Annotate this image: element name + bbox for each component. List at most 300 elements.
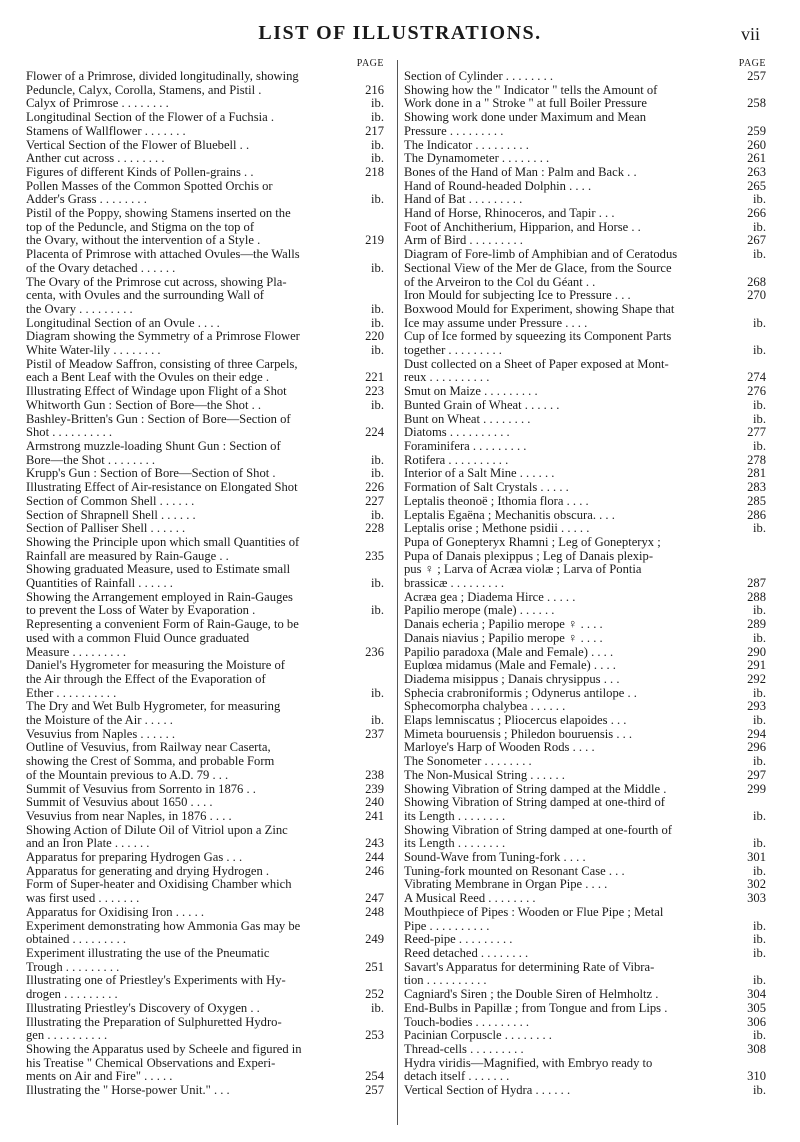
list-item [404,509,766,523]
entry-title: Vertical Section of the Flower of Bluebell . . [26,137,250,152]
entry-page: ib. [371,260,384,275]
entry-title: Showing the Arrangement employed in Rain-Gauges to prevent the Loss of Water by Evaporation . [26,589,293,618]
list-item [26,495,384,509]
list-item [26,947,384,974]
entry-title: Vesuvius from Naples . . . . . . [26,726,176,741]
entry-page: 291 [747,658,766,673]
list-item [404,961,766,988]
entry-page: ib. [371,315,384,330]
list-item [26,413,384,440]
list-item [404,687,766,701]
entry-page: 219 [365,233,384,248]
page-header [0,22,800,52]
entry-title: Iron Mould for subjecting Ice to Pressure . . . [404,288,631,303]
entry-page: ib. [371,576,384,591]
list-item [26,851,384,865]
entry-page: ib. [371,452,384,467]
list-item [26,878,384,905]
list-item [404,769,766,783]
entry-page: ib. [753,836,766,851]
entry-title: Mimeta bouruensis ; Philedon bouruensis . . . [404,726,633,741]
list-item [26,276,384,317]
entry-page: 260 [747,137,766,152]
entry-title: A Musical Reed . . . . . . . . [404,891,536,906]
list-item [404,618,766,632]
entry-page: ib. [371,301,384,316]
entry-title: Bunted Grain of Wheat . . . . . . [404,397,560,412]
entry-title: Vertical Section of Hydra . . . . . . [404,1083,571,1098]
entry-title: Papilio merope (male) . . . . . . [404,603,555,618]
entry-title: Sphecia crabroniformis ; Odynerus antilope . . [404,685,637,700]
entry-title: Leptalis theonoë ; Ithomia flora . . . . [404,493,589,508]
entry-title: Foot of Anchitherium, Hipparion, and Horse . . [404,219,641,234]
list-item [26,467,384,481]
list-item [404,796,766,823]
list-item [404,413,766,427]
entry-title: Outline of Vesuvius, from Railway near Caserta, showing the Crest of Somma, and probable Form of the Mountain previous to A.D. 79 . . . [26,740,275,782]
entry-title: Apparatus for preparing Hydrogen Gas . . . [26,850,243,865]
list-item [404,289,766,303]
entry-page: 283 [747,480,766,495]
list-item [26,906,384,920]
entry-title: Illustrating the " Horse-power Unit." . . . [26,1083,230,1098]
list-item [26,207,384,248]
list-item [26,358,384,385]
entry-title: Bashley-Britten's Gun : Section of Bore—Section of Shot . . . . . . . . . . [26,411,291,440]
entry-page: 303 [747,891,766,906]
list-item [26,125,384,139]
entry-title: Rotifera . . . . . . . . . . [404,452,509,467]
list-item [404,1016,766,1030]
entry-page: 217 [365,123,384,138]
entry-title: Dust collected on a Sheet of Paper exposed at Mont- reux . . . . . . . . . . [404,356,669,385]
entry-title: Showing work done under Maximum and Mean Pressure . . . . . . . . . [404,110,647,138]
entry-page: 263 [747,164,766,179]
list-item [26,317,384,331]
list-item [26,728,384,742]
list-item [26,796,384,810]
entry-title: Longitudinal Section of the Flower of a Fuchsia . [26,110,274,125]
entry-page: ib. [753,192,766,207]
entry-title: Bones of the Hand of Man : Palm and Back . . [404,164,637,179]
entry-title: Danais niavius ; Papilio merope ♀ . . . . [404,630,603,645]
entry-title: The Dry and Wet Bulb Hygrometer, for measuring the Moisture of the Air . . . . . [26,699,281,728]
entry-page: 290 [747,644,766,659]
entry-page: 305 [747,1000,766,1015]
entry-page: ib. [753,343,766,358]
entry-title: Representing a convenient Form of Rain-Gauge, to be used with a common Fluid Ounce graduated Measure . . . . . . . . . [26,617,299,659]
right-column [404,58,766,1098]
entry-title: Illustrating Priestley's Discovery of Oxygen . . [26,1000,260,1015]
entry-title: Acræa gea ; Diadema Hirce . . . . . [404,589,576,604]
list-item [404,248,766,262]
entry-page: ib. [753,946,766,960]
entry-title: Thread-cells . . . . . . . . . [404,1041,524,1056]
entry-title: White Water-lily . . . . . . . . [26,343,161,358]
list-item [26,1002,384,1016]
entry-page: 285 [747,493,766,508]
list-item [404,700,766,714]
entry-page: 246 [365,863,384,878]
entry-title: Figures of different Kinds of Pollen-grains . . [26,164,254,179]
entry-page: ib. [753,315,766,330]
entry-page: 276 [747,384,766,399]
list-item [404,728,766,742]
entry-page: 235 [365,548,384,563]
entry-title: Diadema misippus ; Danais chrysippus . . . [404,671,620,686]
entry-page: 257 [365,1083,384,1098]
list-item [404,755,766,769]
list-item [404,1057,766,1084]
entry-page: ib. [753,411,766,426]
entry-page: ib. [371,713,384,728]
entry-title: The Indicator . . . . . . . . . [404,137,529,152]
entry-title: Diatoms . . . . . . . . . . [404,425,510,440]
list-item [404,604,766,618]
entry-title: Section of Palliser Shell . . . . . . [26,521,186,536]
entry-page: 292 [747,671,766,686]
entry-page: 248 [365,904,384,919]
list-item [26,248,384,275]
entry-page: 270 [747,288,766,303]
entry-title: Diagram of Fore-limb of Amphibian and of Ceratodus [404,247,678,262]
list-item [404,84,766,111]
list-item [404,591,766,605]
entry-title: Vibrating Membrane in Organ Pipe . . . . [404,877,608,892]
entry-title: Boxwood Mould for Experiment, showing Shape that Ice may assume under Pressure . . . . [404,301,675,330]
list-item [404,180,766,194]
list-item [26,865,384,879]
page-column-label: PAGE [356,58,384,69]
entry-title: Calyx of Primrose . . . . . . . . [26,96,169,111]
list-item [26,920,384,947]
entry-page: 265 [747,178,766,193]
entry-title: Savart's Apparatus for determining Rate of Vibra- tion . . . . . . . . . . [404,959,655,988]
entry-title: Apparatus for Oxidising Iron . . . . . [26,904,205,919]
list-item [404,741,766,755]
list-item [26,810,384,824]
entry-page: ib. [753,603,766,618]
entry-page: 287 [747,576,766,591]
entry-page: 244 [365,850,384,865]
list-item [404,714,766,728]
entry-title: Hand of Bat . . . . . . . . . [404,192,523,207]
list-item [404,481,766,495]
entry-page: ib. [371,1000,384,1015]
list-item [26,974,384,1001]
entry-title: The Dynamometer . . . . . . . . [404,151,550,166]
entry-page: 241 [365,808,384,823]
list-item [26,330,384,344]
entry-page: 286 [747,507,766,522]
list-item [404,892,766,906]
entry-page: 240 [365,795,384,810]
entry-page: ib. [371,685,384,700]
entry-title: Hand of Round-headed Dolphin . . . . [404,178,592,193]
list-item [26,536,384,563]
entry-page: ib. [371,96,384,111]
entry-page: 304 [747,987,766,1002]
entry-page: 310 [747,1069,766,1084]
entry-page: ib. [753,1028,766,1043]
entry-page: ib. [753,932,766,947]
entry-title: Section of Cylinder . . . . . . . . [404,69,554,83]
list-item [404,824,766,851]
list-item [26,741,384,782]
list-item [404,1084,766,1098]
list-item [404,536,766,591]
entry-title: Experiment demonstrating how Ammonia Gas may be obtained . . . . . . . . . [26,918,301,947]
list-item [404,1002,766,1016]
entry-title: Cup of Ice formed by squeezing its Component Parts together . . . . . . . . . [404,329,672,358]
list-item [404,399,766,413]
list-item [404,865,766,879]
entry-title: Touch-bodies . . . . . . . . . [404,1014,530,1029]
list-item [26,111,384,125]
entry-title: Leptalis orise ; Methone psidii . . . . . [404,521,590,536]
entry-page: ib. [753,438,766,453]
entry-title: Bunt on Wheat . . . . . . . . [404,411,531,426]
entry-page: 243 [365,836,384,851]
entry-title: Cagniard's Siren ; the Double Siren of Helmholtz . [404,987,659,1002]
entry-title: Interior of a Salt Mine . . . . . . [404,466,555,481]
entry-page: 251 [365,959,384,974]
entry-page: 297 [747,767,766,782]
list-item [404,646,766,660]
entry-title: Sectional View of the Mer de Glace, from the Source of the Arveiron to the Col du Géant . . [404,260,672,289]
entry-page: 247 [365,891,384,906]
entry-page: ib. [371,466,384,481]
entry-title: Longitudinal Section of an Ovule . . . . [26,315,220,330]
entry-page: ib. [753,521,766,536]
entry-page: 277 [747,425,766,440]
entry-title: Flower of a Primrose, divided longitudinally, showing Peduncle, Calyx, Corolla, Stamens, and Pistil . [26,69,299,97]
entry-title: Daniel's Hygrometer for measuring the Moisture of the Air through the Effect of the Evaporation of Ether . . . . . . . . . . [26,658,285,700]
entry-title: Illustrating Effect of Windage upon Flight of a Shot [26,384,287,399]
entry-page: 228 [365,521,384,536]
list-item [404,221,766,235]
entry-title: Vesuvius from near Naples, in 1876 . . . . [26,808,232,823]
list-item [26,659,384,700]
entry-title: Pacinian Corpuscle . . . . . . . . [404,1028,552,1043]
entry-page: ib. [753,247,766,262]
illustration-list [404,70,766,1098]
entry-title: Showing Vibration of String damped at the Middle . [404,781,667,796]
list-item [404,139,766,153]
list-item [26,97,384,111]
list-item [404,111,766,138]
page-number: vii [740,24,760,44]
entry-title: Tuning-fork mounted on Resonant Case . . . [404,863,625,878]
entry-page: 301 [747,850,766,865]
list-item [404,1029,766,1043]
entry-page: ib. [371,151,384,166]
entry-title: Hand of Horse, Rhinoceros, and Tapir . . . [404,206,615,221]
illustration-list [26,70,384,1098]
entry-page: 268 [747,274,766,289]
list-item [26,824,384,851]
entry-title: Summit of Vesuvius about 1650 . . . . [26,795,213,810]
entry-page: ib. [371,343,384,358]
entry-page: ib. [753,397,766,412]
entry-page: 289 [747,617,766,632]
list-item [26,166,384,180]
list-item [404,1043,766,1057]
list-item [26,139,384,153]
list-item [404,152,766,166]
entry-title: Whitworth Gun : Section of Bore—the Shot . . [26,397,262,412]
list-item [404,262,766,289]
entry-page: 237 [365,726,384,741]
entry-title: The Ovary of the Primrose cut across, showing Pla- centa, with Ovules and the surrounding Wall of the Ovary . . . . . . . . . [26,274,287,316]
entry-page: ib. [753,713,766,728]
entry-title: Showing graduated Measure, used to Estimate small Quantities of Rainfall . . . . . . [26,562,291,591]
entry-page: ib. [371,192,384,207]
page-column-label: PAGE [738,58,766,69]
entry-title: Section of Common Shell . . . . . . [26,493,195,508]
entry-page: 288 [747,589,766,604]
entry-page: 224 [365,425,384,440]
list-item [404,495,766,509]
entry-page: ib. [753,973,766,988]
entry-title: Arm of Bird . . . . . . . . . [404,233,523,248]
column-divider [397,60,398,1125]
list-item [404,166,766,180]
entry-title: Krupp's Gun : Section of Bore—Section of Shot . [26,466,276,481]
entry-title: Pistil of the Poppy, showing Stamens inserted on the top of the Peduncle, and Stigma on the top of the Ovary, without the intervention of a Style . [26,206,291,248]
entry-title: Euplœa midamus (Male and Female) . . . . [404,658,616,673]
list-item [26,399,384,413]
entry-title: Diagram showing the Symmetry of a Primrose Flower [26,329,300,344]
entry-page: 218 [365,164,384,179]
entry-page: 281 [747,466,766,481]
entry-page: 238 [365,767,384,782]
entry-title: Apparatus for generating and drying Hydrogen . [26,863,270,878]
entry-title: Sphecomorpha chalybea . . . . . . [404,699,566,714]
list-item [404,358,766,385]
list-item [404,467,766,481]
left-column [26,58,384,1098]
entry-page: ib. [753,685,766,700]
list-item [26,563,384,590]
entry-title: Pollen Masses of the Common Spotted Orchis or Adder's Grass . . . . . . . . [26,178,273,207]
entry-page: 299 [747,781,766,796]
list-item [26,344,384,358]
list-item [26,783,384,797]
entry-title: Showing the Apparatus used by Scheele and figured in his Treatise " Chemical Observations and Experi- ments on Air and Fire" . . . . . [26,1041,302,1084]
list-item [404,193,766,207]
list-item [404,440,766,454]
entry-page: 274 [747,370,766,385]
entry-title: Armstrong muzzle-loading Shunt Gun : Section of Bore—the Shot . . . . . . . . [26,438,281,467]
entry-page: 294 [747,726,766,741]
list-item [26,700,384,727]
entry-title: Foraminifera . . . . . . . . . [404,438,527,453]
list-item [404,522,766,536]
entry-page: 226 [365,480,384,495]
entry-title: End-Bulbs in Papillæ ; from Tongue and from Lips . [404,1000,668,1015]
list-item [404,947,766,961]
entry-page: ib. [753,630,766,645]
list-item [404,632,766,646]
list-item [26,152,384,166]
list-item [404,70,766,84]
entry-title: Illustrating Effect of Air-resistance on Elongated Shot [26,480,298,495]
list-item [26,1016,384,1043]
list-item [26,385,384,399]
list-item [26,618,384,659]
entry-title: Placenta of Primrose with attached Ovules—the Walls of the Ovary detached . . . . . . [26,247,300,275]
list-item [404,426,766,440]
entry-page: ib. [371,110,384,125]
entry-title: Stamens of Wallflower . . . . . . . [26,123,186,138]
entry-page: 257 [747,69,766,83]
list-item [26,591,384,618]
entry-page: 252 [365,987,384,1002]
list-item [404,673,766,687]
list-item [26,180,384,207]
list-item [26,522,384,536]
entry-page: 306 [747,1014,766,1029]
entry-page: 253 [365,1028,384,1043]
entry-title: The Non-Musical String . . . . . . [404,767,565,782]
list-item [26,1084,384,1098]
entry-page: ib. [753,219,766,234]
list-item [404,783,766,797]
entry-page: 236 [365,644,384,659]
entry-page: 302 [747,877,766,892]
entry-page: 223 [365,384,384,399]
list-item [404,303,766,330]
list-item [404,988,766,1002]
list-item [404,385,766,399]
list-item [404,454,766,468]
entry-title: Pupa of Gonepteryx Rhamni ; Leg of Gonepteryx ; Pupa of Danais plexippus ; Leg of Danais plexip- pus ♀ ; Larva of Acræa violæ ; Larva of Pontia brassicæ . . . . . . . . . [404,534,661,591]
list-item [404,933,766,947]
entry-page: 308 [747,1041,766,1056]
entry-page: 296 [747,740,766,755]
entry-title: Danais echeria ; Papilio merope ♀ . . . . [404,617,603,632]
list-item [404,234,766,248]
list-item [404,851,766,865]
entry-page: 221 [365,370,384,385]
entry-title: Leptalis Egaëna ; Mechanitis obscura. . . . [404,507,615,522]
entry-title: Hydra viridis—Magnified, with Embryo ready to detach itself . . . . . . . [404,1055,653,1084]
entry-title: Experiment illustrating the use of the Pneumatic Trough . . . . . . . . . [26,946,270,974]
entry-page: ib. [753,863,766,878]
entry-title: Marloye's Harp of Wooden Rods . . . . [404,740,595,755]
entry-title: Showing Vibration of String damped at one-third of its Length . . . . . . . . [404,795,665,823]
entry-title: Mouthpiece of Pipes : Wooden or Flue Pipe ; Metal Pipe . . . . . . . . . . [404,904,664,933]
entry-page: ib. [753,1083,766,1098]
list-item [26,70,384,97]
entry-page: 261 [747,151,766,166]
list-item [404,207,766,221]
entry-page: 293 [747,699,766,714]
entry-page: 259 [747,123,766,138]
list-item [26,440,384,467]
entry-title: Smut on Maize . . . . . . . . . [404,384,538,399]
entry-title: Summit of Vesuvius from Sorrento in 1876 . . [26,781,256,796]
entry-title: Showing the Principle upon which small Quantities of Rainfall are measured by Rain-Gauge . . [26,534,300,563]
entry-title: Illustrating one of Priestley's Experiments with Hy- drogen . . . . . . . . . [26,973,286,1002]
entry-page: ib. [371,397,384,412]
entry-page: ib. [753,808,766,823]
entry-title: Form of Super-heater and Oxidising Chamber which was first used . . . . . . . [26,877,292,906]
list-item [404,906,766,933]
entry-page: ib. [753,918,766,933]
list-item [26,509,384,523]
